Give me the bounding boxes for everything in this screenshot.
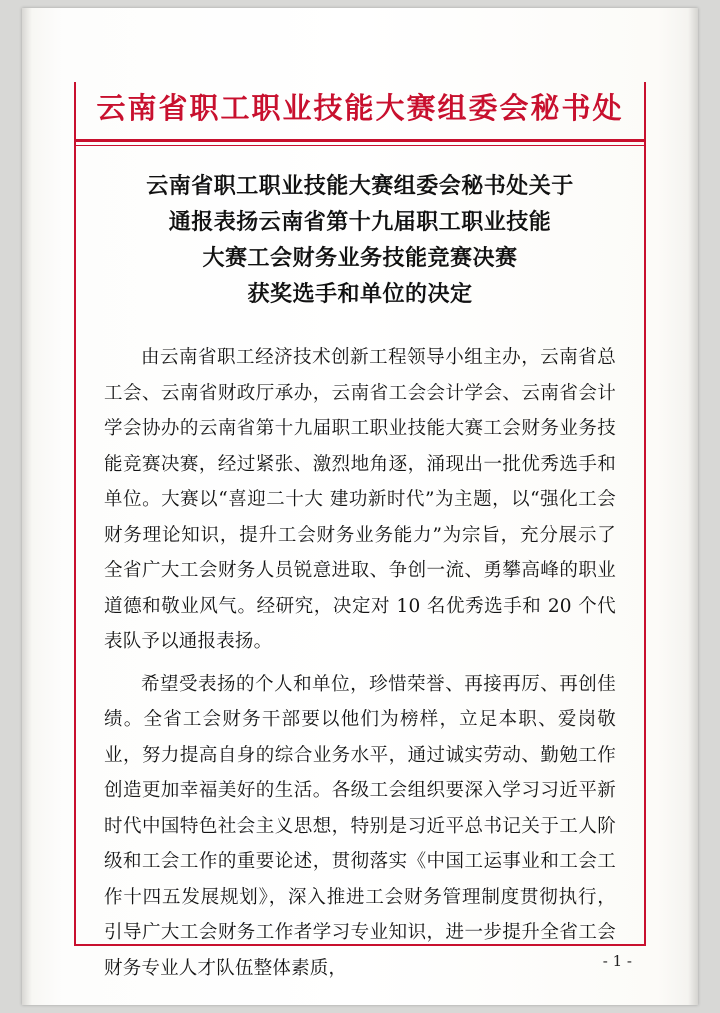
- masthead: [74, 86, 646, 130]
- document-title: [108, 168, 612, 312]
- right-margin-rule: [644, 82, 646, 944]
- document-title-line-4: 获奖选手和单位的决定: [247, 281, 473, 307]
- masthead-divider: [74, 139, 646, 142]
- document-body: [104, 340, 616, 993]
- paper-surface: [22, 8, 698, 1005]
- page-edge-shadow-right: [688, 8, 698, 1005]
- page-number: - 1 -: [602, 952, 632, 970]
- body-paragraph-2: 希望受表扬的个人和单位，珍惜荣誉、再接再厉、再创佳绩。全省工会财务干部要以他们为榜样，立足本职、爱岗敬业，努力提高自身的综合业务水平，通过诚实劳动、勤勉工作创造更加幸福美好的生活。各级工会组织要深入学习习近平新时代中国特色社会主义思想，特别是习近平总书记关于工人阶级和工会工作的重要论述，贯彻落实《中国工运事业和工会工作十四五发展规划》，深入推进工会财务管理制度贯彻执行，引导广大工会财务工作者学习专业知识，进一步提升全省工会财务专业人才队伍整体素质，: [104, 673, 616, 979]
- body-paragraph-1: 由云南省职工经济技术创新工程领导小组主办，云南省总工会、云南省财政厅承办，云南省工会会计学会、云南省会计学会协办的云南省第十九届职工职业技能大赛工会财务业务技能竞赛决赛，经过紧张、激烈地角逐，涌现出一批优秀选手和单位。大赛以“喜迎二十大 建功新时代”为主题，以“强化工会财务理论知识，提升工会财务业务能力”为宗旨，充分展示了全省广大工会财务人员锐意进取、争创一流、勇攀高峰的职业道德和敬业风气。经研究，决定对 10 名优秀选手和 20 个代表队予以通报表扬。: [104, 347, 616, 652]
- document-title-line-3: 大赛工会财务业务技能竞赛决赛: [202, 245, 518, 271]
- masthead-title: 云南省职工职业技能大赛组委会秘书处: [96, 91, 624, 125]
- document-title-line-1: 云南省职工职业技能大赛组委会秘书处关于: [146, 173, 574, 199]
- page-edge-shadow-left: [22, 8, 32, 1005]
- document-page: [22, 8, 698, 1005]
- left-margin-rule: [74, 82, 76, 944]
- masthead-divider-thin: [74, 145, 646, 146]
- document-title-line-2: 通报表扬云南省第十九届职工职业技能: [168, 209, 552, 235]
- footer-divider: [74, 944, 646, 946]
